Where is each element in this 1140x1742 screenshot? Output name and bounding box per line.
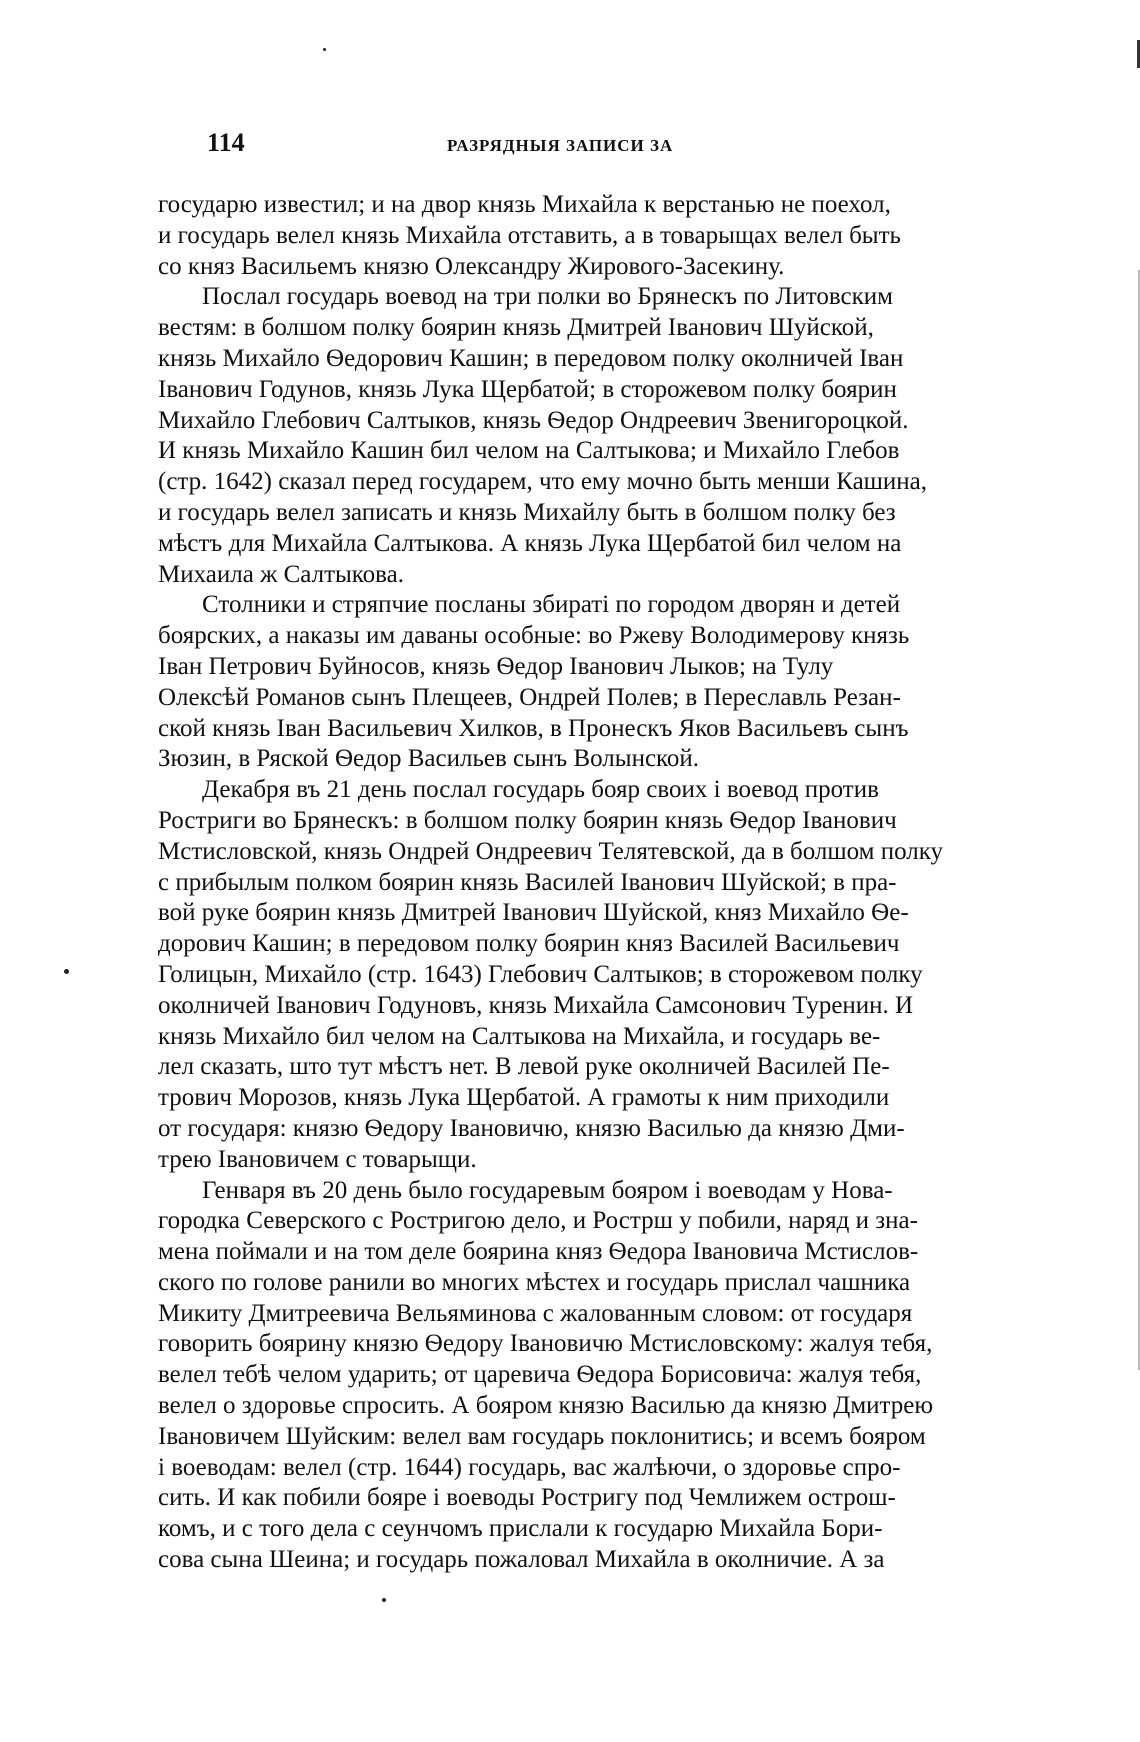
page-header: [207, 128, 1027, 168]
paragraph-4: Декабря въ 21 день послал государь бояр своих і воевод против Ростриги во Брянескъ: в болшом полку боярин князь Ѳедор Іванович Мстисловской, князь Ондрей Ондреевич Телятевской, да в болшом полку с прибылым полком боярин князь Василей Іванович Шуйской; в пра- вой руке боярин князь Дмитрей Іванович Шуйской, княз Михайло Ѳе- дорович Кашин; в передовом полку боярин княз Василей Васильевич Голицын, Михайло (стр. 1643) Глебович Салтыков; в сторожевом полку околничей Іванович Годуновъ, князь Михайла Самсонович Туренин. И князь Михайло бил челом на Салтыкова на Михайла, и государь ве- лел сказать, што тут мѣстъ нет. В левой руке околничей Василей Пе- трович Морозов, князь Лука Щербатой. А грамоты к ним приходили от государя: князю Ѳедору Івановичю, князю Василью да князю Дми- трею Івановичем с товарыщи.: [158, 776, 944, 1173]
paragraph-1: государю известил; и на двор князь Михайла к верстанью не поехол, и государь велел князь Михайла отставить, а в товарыщах велел быть со княз Васильемъ князю Олександру Жирового-Засекину.: [158, 191, 901, 280]
page-number: 114: [207, 128, 245, 157]
paragraph-5: Генваря въ 20 день было государевым бояром і воеводам у Нова- городка Северского с Ростригою дело, и Рострш у побили, наряд и зна- мена поймали и на том деле боярина княз Ѳедора Івановича Мстислов- ского по голове ранили во многих мѣстех и государь прислал чашника Микиту Дмитреевича Вельяминова с жалованным словом: от государя говорить боярину князю Ѳедору Івановичю Мстисловскому: жалуя тебя, велел тебѣ челом ударить; от царевича Ѳедора Борисовича: жалуя тебя, велел о здоровье спросить. А бояром князю Василью да князю Дмитрею Івановичем Шуйским: велел вам государь поклонитись; и всемъ бояром і воеводам: велел (стр. 1644) государь, вас жалѣючи, о здоровье спро- сить. И как побили бояре і воеводы Ростригу под Чемлижем острош- комъ, и с того дела с сеунчомъ прислали к государю Михайла Бори- сова сына Шеина; и государь пожаловал Михайла в околничие. А за: [158, 1176, 934, 1574]
scan-speck-top: [323, 48, 326, 51]
paragraph-3: Столники и стряпчие посланы збираті по городом дворян и детей боярских, а наказы им даваны особные: во Ржеву Володимерову князь Іван Петрович Буйносов, князь Ѳедор Іванович Лыков; на Тулу Олексѣй Романов сынъ Плещеев, Ондрей Полев; в Переславль Резан- ской князь Іван Васильевич Хилков, в Пронескъ Яков Васильевъ сынъ Зюзин, в Ряской Ѳедор Васильев сынъ Волынской.: [158, 591, 910, 773]
running-head: РАЗРЯДНЫЯ ЗАПИСИ ЗА: [447, 136, 674, 155]
paragraph-2: Послал государь воевод на три полки во Брянескъ по Литовским вестям: в болшом полку боярин князь Дмитрей Іванович Шуйской, князь Михайло Ѳедорович Кашин; в передовом полку околничей Іван Іванович Годунов, князь Лука Щербатой; в сторожевом полку боярин Михайло Глебович Салтыков, князь Ѳедор Ондреевич Звенигороцкой. И князь Михайло Кашин бил челом на Салтыкова; и Михайло Глебов (стр. 1642) сказал перед государем, что ему мочно быть менши Кашина, и государь велел записать и князь Михайлу быть в болшом полку без мѣстъ для Михайла Салтыкова. А князь Лука Щербатой бил челом на Михаила ж Салтыкова.: [158, 283, 928, 588]
scan-speck-margin: [64, 969, 69, 974]
scan-speck-bottom: [382, 1598, 386, 1602]
body-text: [158, 190, 1020, 1576]
